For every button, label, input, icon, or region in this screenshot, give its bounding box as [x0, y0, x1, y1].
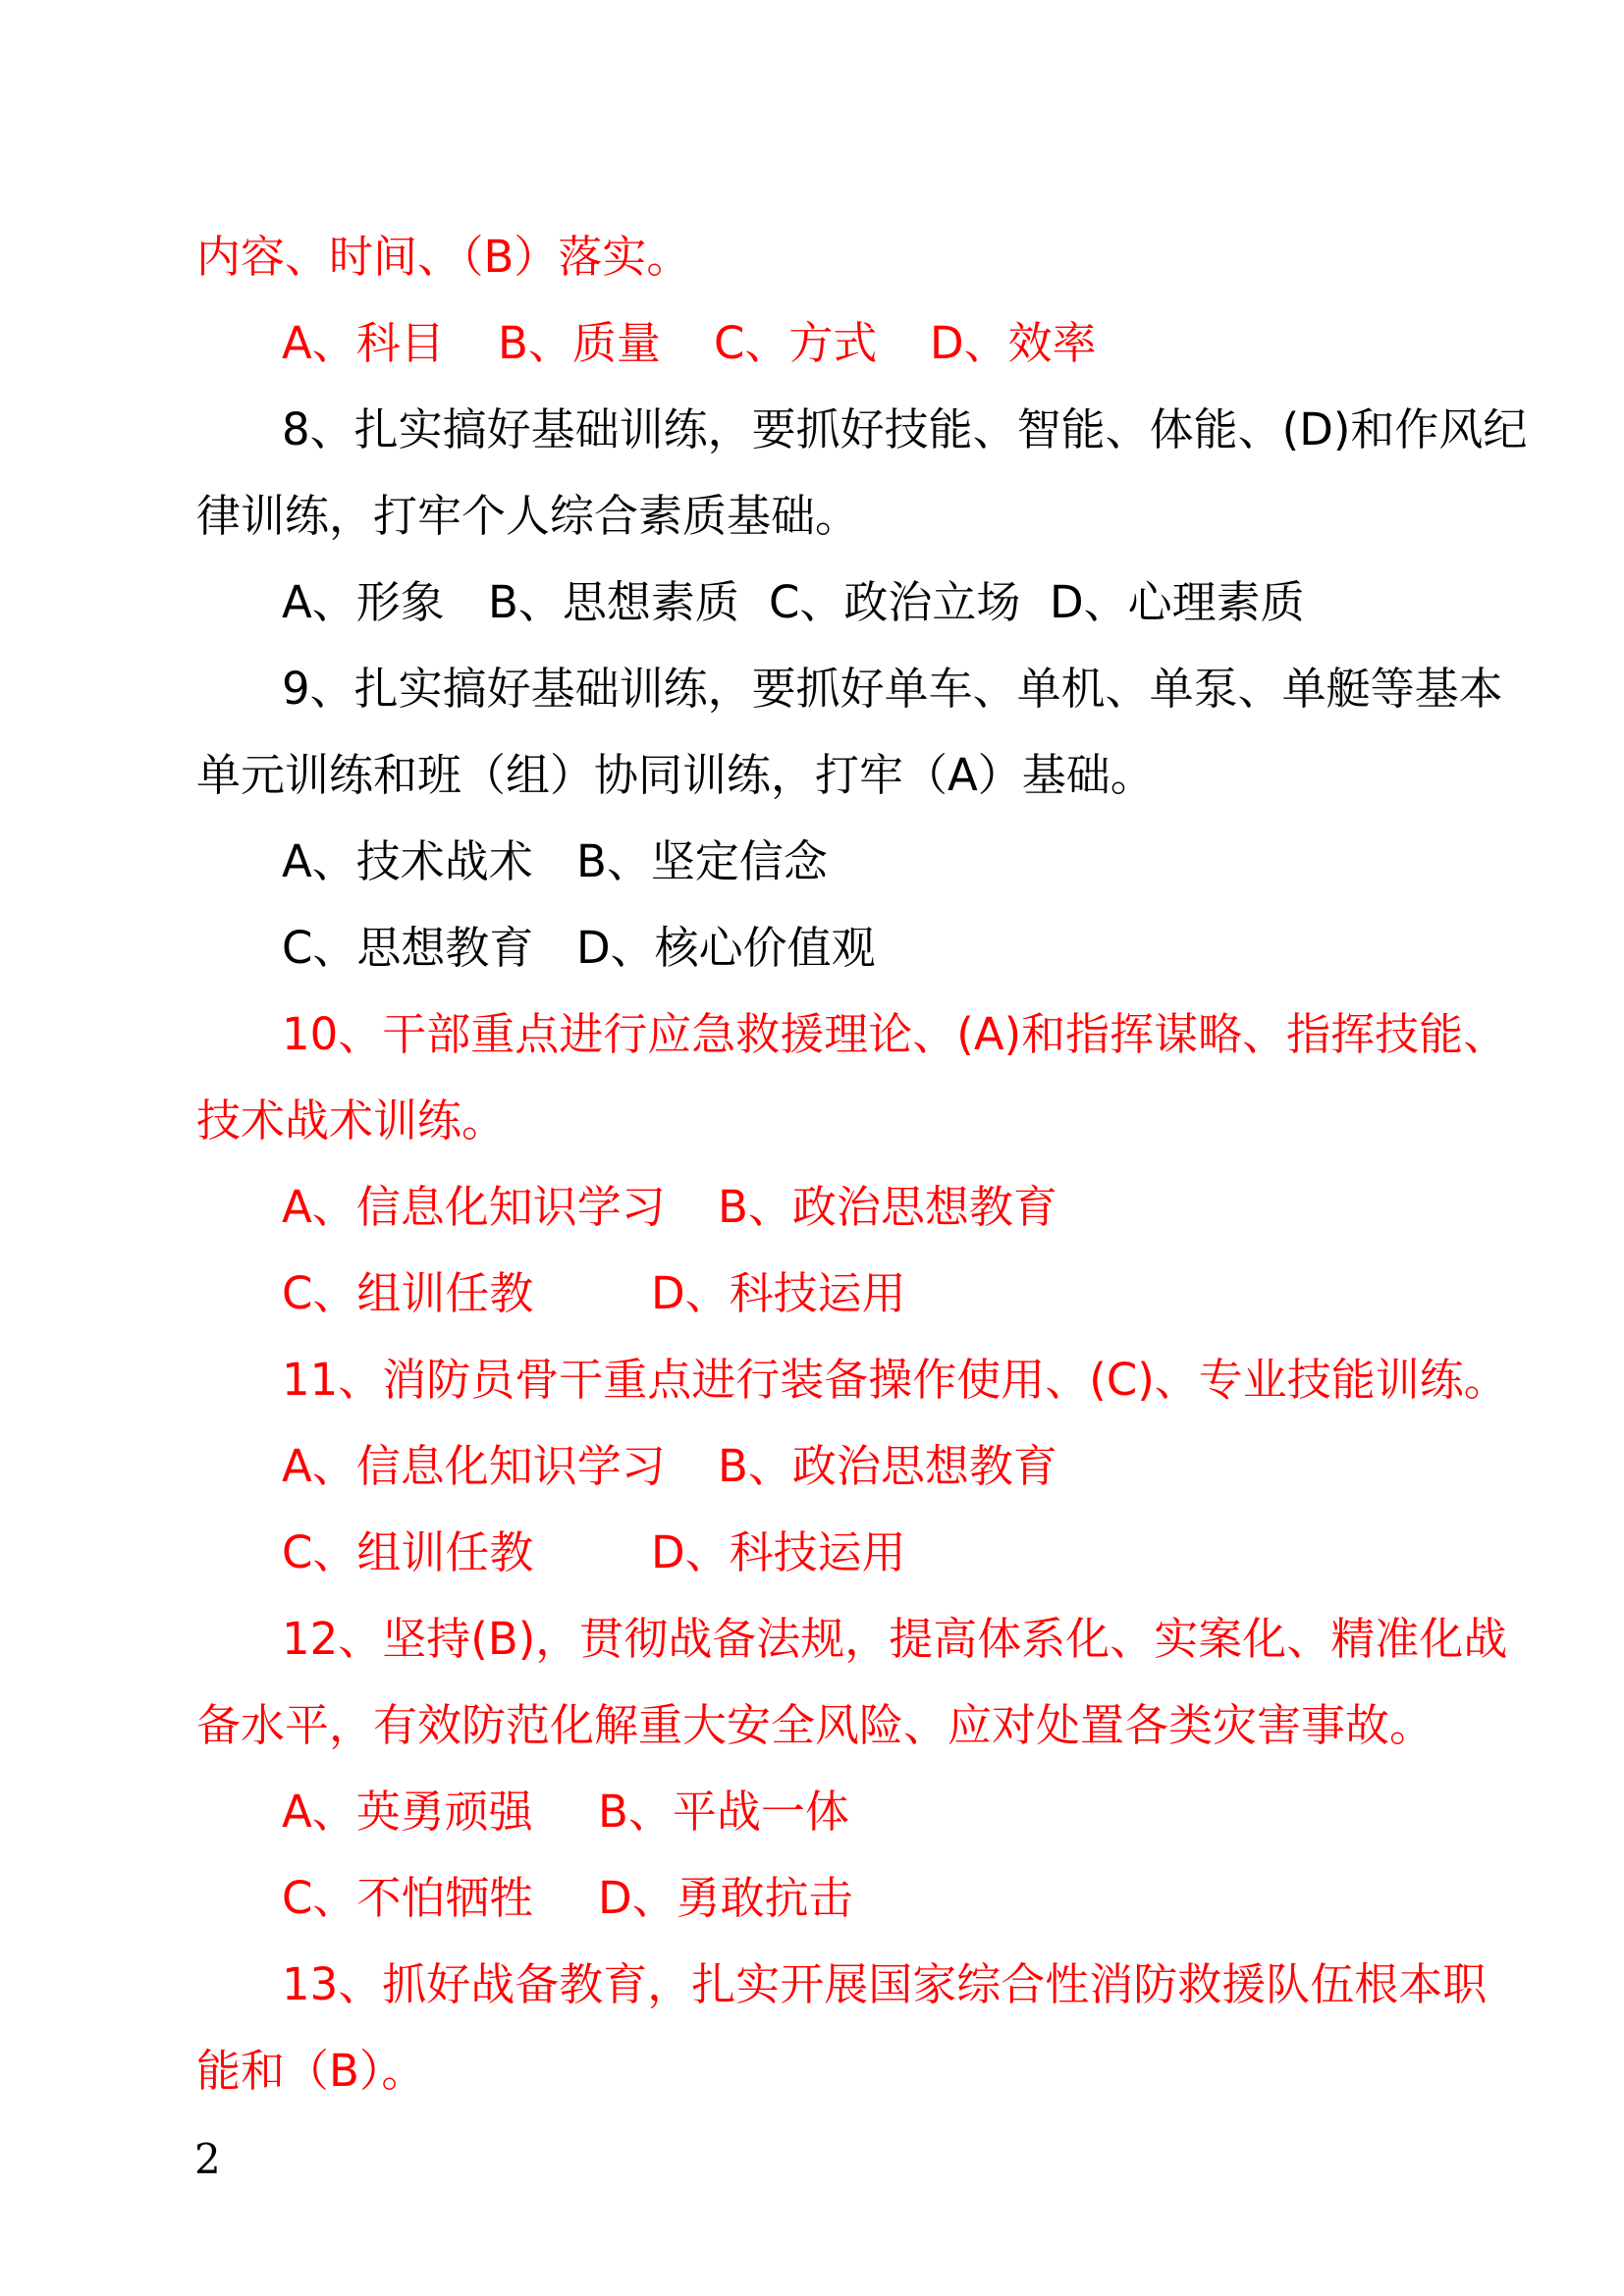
question-12-options-row-1	[282, 1769, 1443, 1855]
question-11-line-1: 11、消防员骨干重点进行装备操作使用、(C)、专业技能训练。	[282, 1354, 1508, 1406]
option-c: C、思想教育	[282, 922, 534, 974]
option-b: B、坚定信念	[576, 835, 828, 887]
option-c: C、不怕牺牲	[282, 1872, 534, 1924]
question-9-options-row-2	[282, 905, 1443, 991]
option-d: D、核心价值观	[576, 922, 876, 974]
question-7-options	[282, 300, 1443, 387]
question-12-line-1: 12、坚持(B)，贯彻战备法规，提高体系化、实案化、精准化战	[282, 1613, 1508, 1665]
option-d: D、科技运用	[651, 1526, 906, 1578]
option-c: C、方式	[714, 317, 878, 369]
question-9-options-row-1	[282, 819, 1443, 905]
question-7-continuation: 内容、时间、（B）落实。	[196, 231, 691, 283]
question-13-line-1: 13、抓好战备教育，扎实开展国家综合性消防救援队伍根本职	[282, 1958, 1488, 2010]
option-d: D、勇敢抗击	[598, 1872, 853, 1924]
option-a: A、信息化知识学习	[282, 1440, 666, 1492]
option-d: D、心理素质	[1050, 576, 1305, 628]
option-a: A、技术战术	[282, 835, 533, 887]
option-b: B、思想素质	[488, 576, 739, 628]
page-number: 2	[194, 2135, 221, 2183]
question-8-options	[282, 560, 1443, 646]
question-8-line-2: 律训练，打牢个人综合素质基础。	[196, 490, 860, 542]
option-c: C、组训任教	[282, 1267, 534, 1319]
question-13-line-2: 能和（B）。	[196, 2045, 426, 2097]
option-d: D、效率	[930, 317, 1097, 369]
question-12-line-2: 备水平，有效防范化解重大安全风险、应对处置各类灾害事故。	[196, 1699, 1435, 1751]
option-a: A、科目	[282, 317, 445, 369]
question-9-line-1: 9、扎实搞好基础训练，要抓好单车、单机、单泵、单艇等基本	[282, 663, 1503, 715]
option-a: A、信息化知识学习	[282, 1181, 666, 1233]
option-b: B、政治思想教育	[718, 1181, 1057, 1233]
option-c: C、组训任教	[282, 1526, 534, 1578]
question-9-line-2: 单元训练和班（组）协同训练，打牢（A）基础。	[196, 749, 1155, 801]
question-10-line-2: 技术战术训练。	[196, 1095, 507, 1147]
option-b: B、政治思想教育	[718, 1440, 1057, 1492]
question-12-options-row-2	[282, 1855, 1443, 1942]
option-a: A、形象	[282, 576, 445, 628]
question-8-line-1: 8、扎实搞好基础训练，要抓好技能、智能、体能、(D)和作风纪	[282, 403, 1528, 455]
option-d: D、科技运用	[651, 1267, 906, 1319]
question-11-options-row-1	[282, 1423, 1443, 1510]
question-10-options-row-1	[282, 1164, 1443, 1251]
question-10-line-1: 10、干部重点进行应急救援理论、(A)和指挥谋略、指挥技能、	[282, 1008, 1508, 1060]
option-c: C、政治立场	[769, 576, 1021, 628]
option-b: B、平战一体	[598, 1786, 849, 1838]
option-b: B、质量	[498, 317, 661, 369]
option-a: A、英勇顽强	[282, 1786, 533, 1838]
question-11-options-row-2	[282, 1510, 1443, 1596]
question-10-options-row-2	[282, 1251, 1443, 1337]
